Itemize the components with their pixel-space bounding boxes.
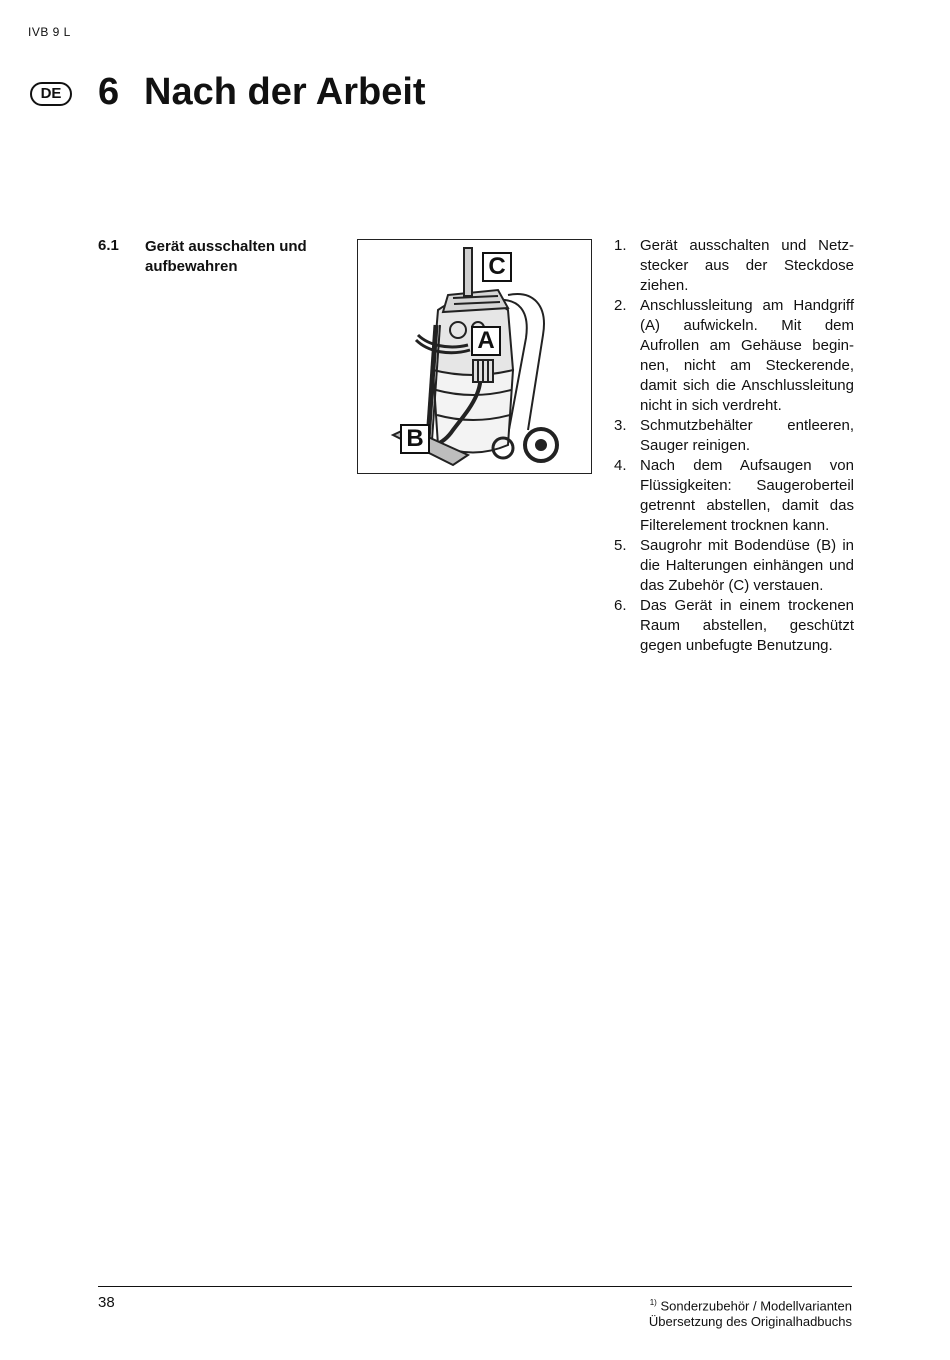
step-text: Schmutzbehälter entleeren, Sauger reinigen. — [640, 417, 854, 454]
step-number: 2. — [614, 297, 627, 314]
figure-label-c: C — [482, 252, 512, 282]
step-number: 3. — [614, 417, 627, 434]
section-number: 6.1 — [98, 237, 119, 254]
step-text: Gerät ausschalten und Netzstecker aus der Steckdose ziehen. — [640, 237, 854, 294]
footer-notes — [649, 1295, 852, 1330]
translation-note: Übersetzung des Originalhadbuchs — [648, 1314, 852, 1330]
step-text: Das Gerät in einem trockenen Raum abstellen, geschützt gegen unbefugte Benutzung. — [640, 597, 854, 654]
step-number: 1. — [614, 237, 627, 254]
vacuum-figure — [357, 239, 592, 474]
step-number: 6. — [614, 597, 627, 614]
chapter-title-text: Nach der Arbeit — [144, 71, 426, 113]
step-number: 5. — [614, 537, 627, 554]
figure-label-b: B — [400, 424, 430, 454]
list-item — [614, 296, 854, 416]
step-text: Saugrohr mit Bodendüse (B) in die Halterungen einhängen und das Zubehör (C) verstauen. — [640, 537, 854, 594]
vacuum-cleaner-illustration — [358, 240, 592, 474]
chapter-title — [98, 68, 426, 116]
footer-divider — [98, 1286, 852, 1287]
step-text: Nach dem Aufsaugen von Flüssigkeiten: Saugeroberteil getrennt abstellen, damit das Filterelement trocknen kann. — [640, 457, 854, 534]
footnote — [649, 1295, 852, 1314]
list-item — [614, 536, 854, 596]
language-badge: DE — [30, 82, 72, 106]
footnote-mark: 1) — [649, 1298, 657, 1307]
list-item — [614, 456, 854, 536]
list-item — [614, 596, 854, 656]
step-number: 4. — [614, 457, 627, 474]
model-name: IVB 9 L — [28, 25, 71, 39]
step-text: Anschlussleitung am Handgriff (A) aufwickeln. Mit dem Aufrollen am Gehäuse beginnen, nicht am Steckerende, damit sich die Anschlussleitung nicht in sich verdreht. — [640, 297, 854, 414]
section-title: Gerät ausschalten und aufbewahren — [145, 238, 307, 275]
chapter-number: 6 — [98, 71, 120, 113]
figure-label-a: A — [471, 326, 501, 356]
footnote-text: Sonderzubehör / Modellvarianten — [660, 1298, 852, 1314]
list-item — [614, 416, 854, 456]
list-item — [614, 236, 854, 296]
page-number: 38 — [98, 1294, 115, 1311]
instruction-steps — [614, 236, 854, 656]
